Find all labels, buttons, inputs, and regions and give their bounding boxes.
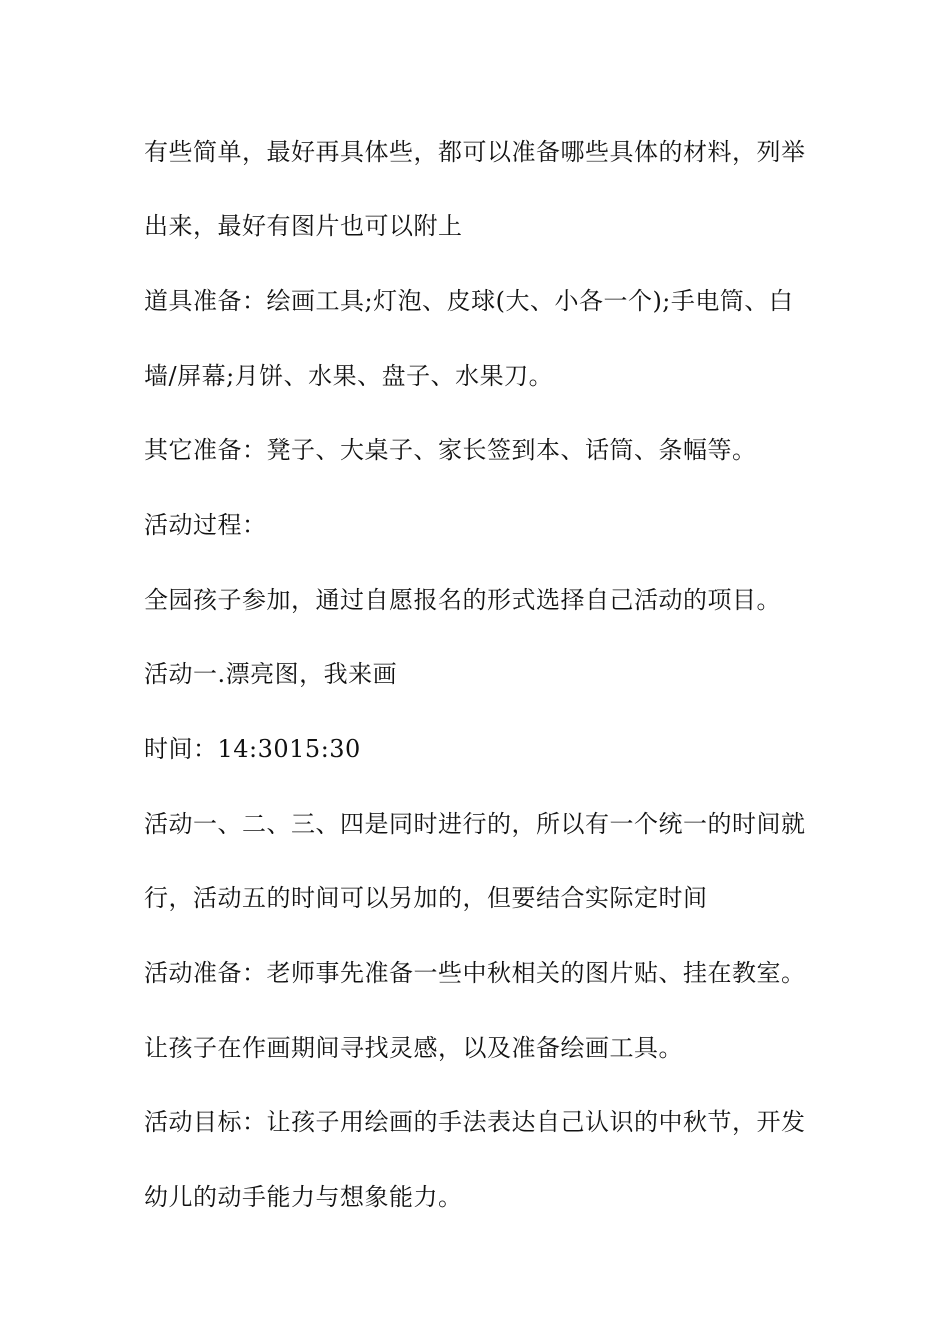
text-line: 行，活动五的时间可以另加的，但要结合实际定时间 bbox=[144, 884, 708, 912]
text-line: 活动一、二、三、四是同时进行的，所以有一个统一的时间就 bbox=[144, 810, 806, 838]
section-heading: 活动过程： bbox=[144, 511, 267, 539]
text-line: 幼儿的动手能力与想象能力。 bbox=[144, 1183, 463, 1211]
activity-time: 时间：14:3015:30 bbox=[144, 735, 361, 763]
text-line: 有些简单，最好再具体些，都可以准备哪些具体的材料，列举 bbox=[144, 138, 806, 166]
text-line: 墙/屏幕;月饼、水果、盘子、水果刀。 bbox=[144, 362, 554, 390]
text-line: 活动目标：让孩子用绘画的手法表达自己认识的中秋节，开发 bbox=[144, 1108, 806, 1136]
text-line: 全园孩子参加，通过自愿报名的形式选择自己活动的项目。 bbox=[144, 586, 781, 614]
activity-title: 活动一.漂亮图，我来画 bbox=[144, 660, 398, 688]
text-line: 活动准备：老师事先准备一些中秋相关的图片贴、挂在教室。 bbox=[144, 959, 806, 987]
text-line: 道具准备：绘画工具;灯泡、皮球(大、小各一个);手电筒、白 bbox=[144, 287, 794, 315]
text-line: 出来，最好有图片也可以附上 bbox=[144, 212, 463, 240]
text-line: 其它准备：凳子、大桌子、家长签到本、话筒、条幅等。 bbox=[144, 436, 757, 464]
text-line: 让孩子在作画期间寻找灵感，以及准备绘画工具。 bbox=[144, 1034, 683, 1062]
